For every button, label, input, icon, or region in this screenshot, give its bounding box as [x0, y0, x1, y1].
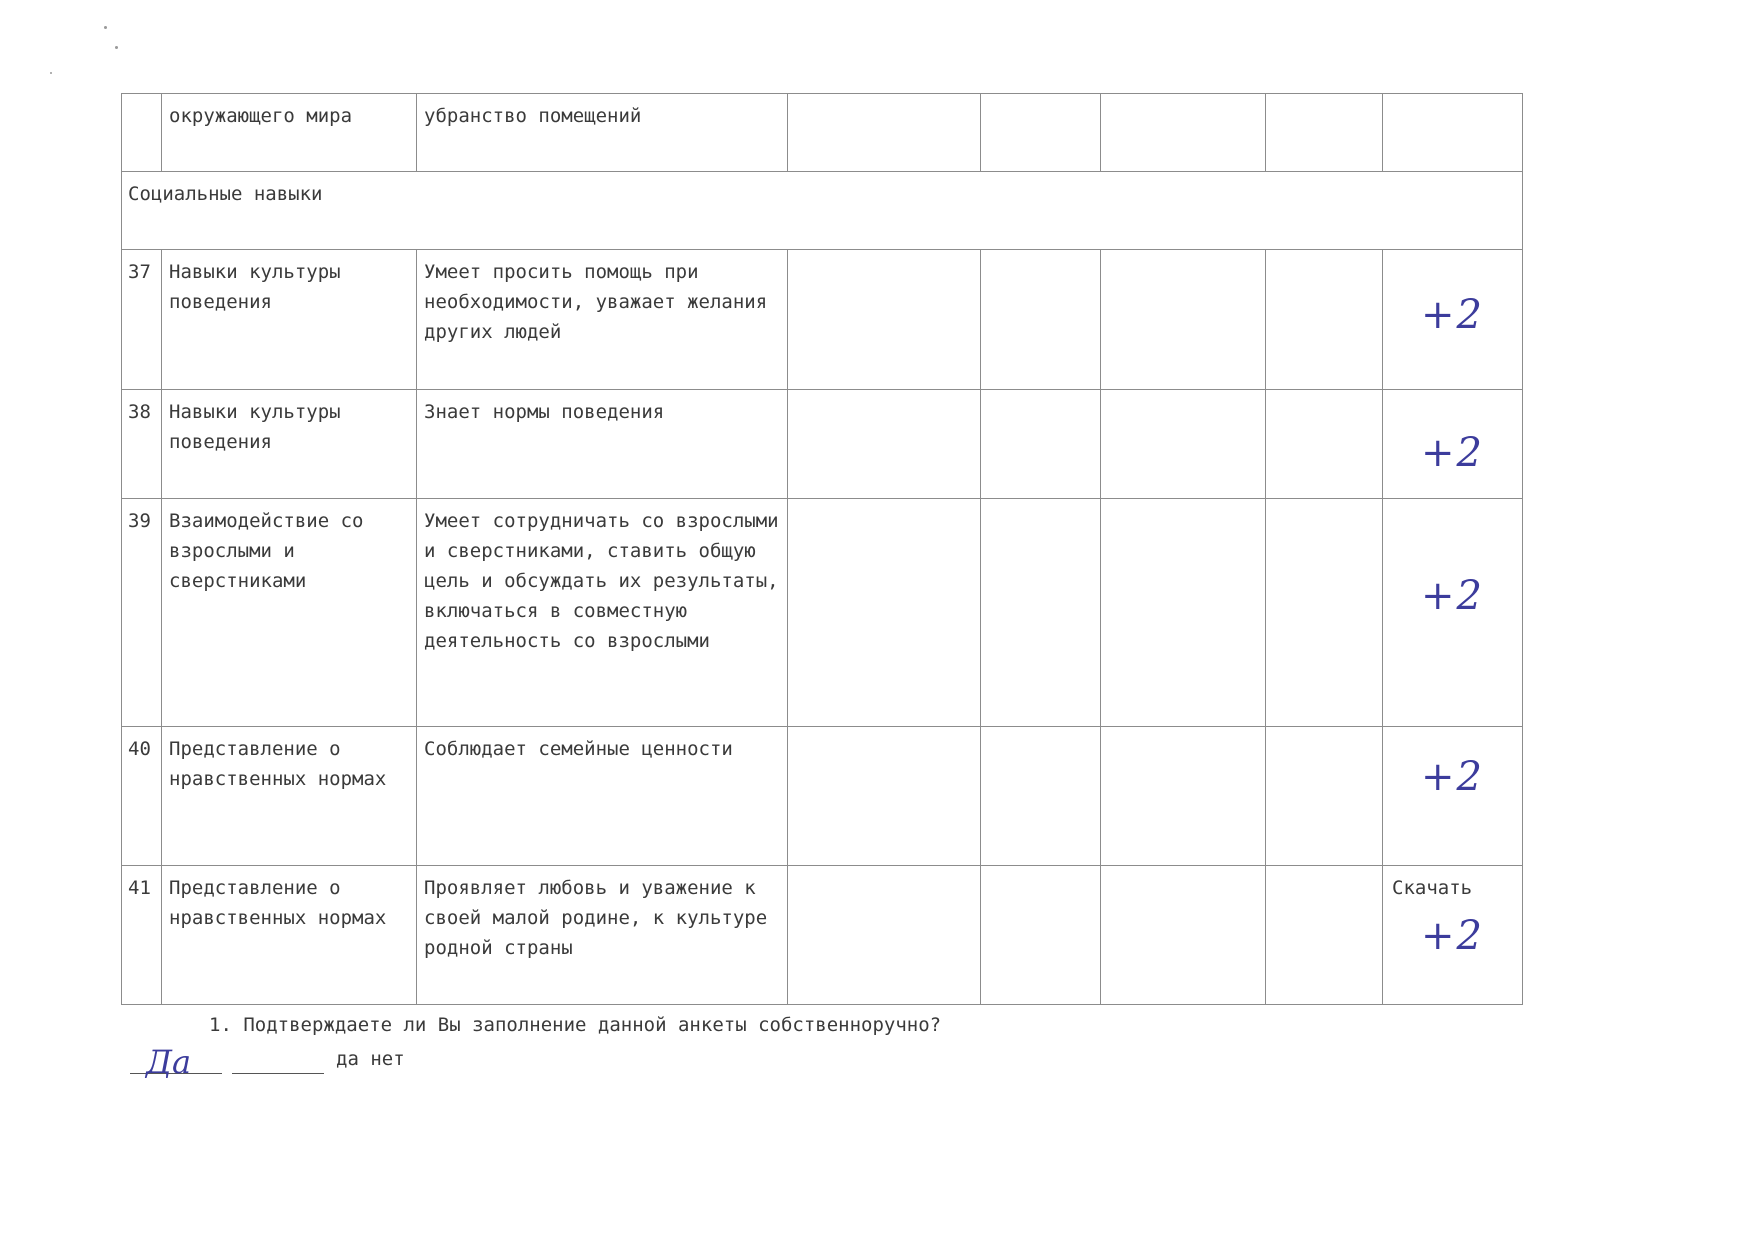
table-body: [122, 94, 1523, 1005]
answer-options: да нет: [336, 1048, 405, 1070]
handwritten-score: +2: [1421, 754, 1484, 800]
rating-cell[interactable]: [981, 499, 1101, 727]
rating-cell[interactable]: [1266, 390, 1383, 499]
rating-cell[interactable]: [1266, 250, 1383, 390]
rating-cell[interactable]: [981, 727, 1101, 866]
handwritten-answer: Да: [146, 1043, 192, 1081]
rating-cell[interactable]: [788, 727, 981, 866]
skill-description: Проявляет любовь и уважение к своей малой родине, к культуре родной страны: [417, 866, 788, 1005]
row-number: 39: [122, 499, 162, 727]
skill-description: Умеет просить помощь при необходимости, уважает желания других людей: [417, 250, 788, 390]
score-cell[interactable]: [1383, 94, 1523, 172]
rating-cell[interactable]: [788, 390, 981, 499]
skill-category: Навыки культуры поведения: [162, 250, 417, 390]
answer-blank-no[interactable]: [232, 1047, 324, 1074]
row-number: 37: [122, 250, 162, 390]
rating-cell[interactable]: [1266, 866, 1383, 1005]
section-title: Социальные навыки: [122, 172, 1523, 250]
download-link[interactable]: Скачать: [1392, 877, 1473, 899]
table-row: [122, 727, 1523, 866]
answer-blank-yes[interactable]: [130, 1043, 222, 1081]
handwritten-score: +2: [1421, 430, 1484, 476]
rating-cell[interactable]: [788, 866, 981, 1005]
confirmation-section: [130, 1010, 1330, 1081]
table-row: [122, 250, 1523, 390]
rating-cell[interactable]: [1101, 727, 1266, 866]
survey-table: [121, 93, 1523, 1005]
skill-description: Соблюдает семейные ценности: [417, 727, 788, 866]
rating-cell[interactable]: [788, 94, 981, 172]
row-number: 41: [122, 866, 162, 1005]
handwritten-score: +2: [1421, 913, 1484, 959]
row-number: 38: [122, 390, 162, 499]
score-cell[interactable]: [1383, 250, 1523, 390]
skill-category: Представление о нравственных нормах: [162, 866, 417, 1005]
row-number: 40: [122, 727, 162, 866]
handwritten-score: +2: [1421, 292, 1484, 338]
row-number: [122, 94, 162, 172]
rating-cell[interactable]: [1101, 866, 1266, 1005]
table-row: [122, 390, 1523, 499]
rating-cell[interactable]: [1101, 94, 1266, 172]
confirmation-question: 1. Подтверждаете ли Вы заполнение данной анкеты собственноручно?: [209, 1014, 942, 1036]
skill-description: Умеет сотрудничать со взрослыми и сверстниками, ставить общую цель и обсуждать их результаты, включаться в совместную деятельность со взрослыми: [417, 499, 788, 727]
rating-cell[interactable]: [981, 250, 1101, 390]
rating-cell[interactable]: [788, 499, 981, 727]
scan-speck: [115, 46, 118, 49]
section-row: [122, 172, 1523, 250]
rating-cell[interactable]: [1266, 94, 1383, 172]
table-row: [122, 94, 1523, 172]
handwritten-score: +2: [1421, 573, 1484, 619]
rating-cell[interactable]: [981, 94, 1101, 172]
rating-cell[interactable]: [1266, 727, 1383, 866]
scan-speck: [50, 72, 52, 74]
rating-cell[interactable]: [1266, 499, 1383, 727]
score-cell[interactable]: [1383, 499, 1523, 727]
score-cell[interactable]: [1383, 866, 1523, 1005]
table-row: [122, 866, 1523, 1005]
skill-category: Взаимодействие со взрослыми и сверстниками: [162, 499, 417, 727]
rating-cell[interactable]: [1101, 390, 1266, 499]
rating-cell[interactable]: [1101, 250, 1266, 390]
score-cell[interactable]: [1383, 727, 1523, 866]
skill-category: окружающего мира: [162, 94, 417, 172]
score-cell[interactable]: [1383, 390, 1523, 499]
skill-description: Знает нормы поведения: [417, 390, 788, 499]
skill-description: убранство помещений: [417, 94, 788, 172]
skill-category: Представление о нравственных нормах: [162, 727, 417, 866]
rating-cell[interactable]: [788, 250, 981, 390]
table-row: [122, 499, 1523, 727]
rating-cell[interactable]: [1101, 499, 1266, 727]
answer-line: [130, 1040, 1330, 1081]
scan-speck: [104, 26, 107, 29]
rating-cell[interactable]: [981, 866, 1101, 1005]
skill-category: Навыки культуры поведения: [162, 390, 417, 499]
rating-cell[interactable]: [981, 390, 1101, 499]
